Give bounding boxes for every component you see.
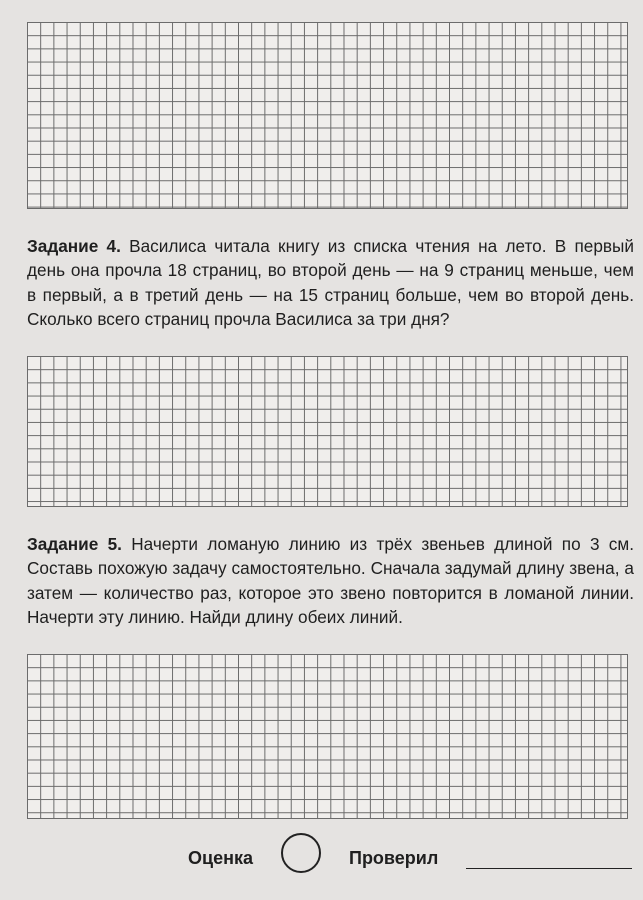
- answer-grid-task-5[interactable]: [27, 654, 628, 819]
- signature-line[interactable]: [466, 868, 632, 869]
- grade-label: Оценка: [188, 848, 253, 868]
- task-5-label: Задание 5.: [27, 534, 122, 554]
- checked-by-label: Проверил: [349, 848, 439, 868]
- answer-grid-top[interactable]: [27, 22, 628, 209]
- task-4-label: Задание 4.: [27, 236, 121, 256]
- task-5-text: Начерти ломаную линию из трёх звеньев длиной по 3 см. Составь похожую задачу самостоятельно. Сначала задумай длину звена, а затем — количество раз, которое это звено повторится в ломаной линии. Начерти эту линию. Найди длину обеих линий.: [27, 534, 634, 627]
- grade-circle[interactable]: [281, 833, 321, 873]
- task-5: [27, 532, 634, 629]
- answer-grid-task-4[interactable]: [27, 356, 628, 507]
- task-4: [27, 234, 634, 331]
- task-4-text: Василиса читала книгу из списка чтения на лето. В первый день она прочла 18 страниц, во второй день — на 9 страниц меньше, чем в первый, а в третий день — на 15 страниц больше, чем во второй день. Сколько всего страниц прочла Василиса за три дня?: [27, 236, 634, 329]
- footer: [0, 830, 643, 890]
